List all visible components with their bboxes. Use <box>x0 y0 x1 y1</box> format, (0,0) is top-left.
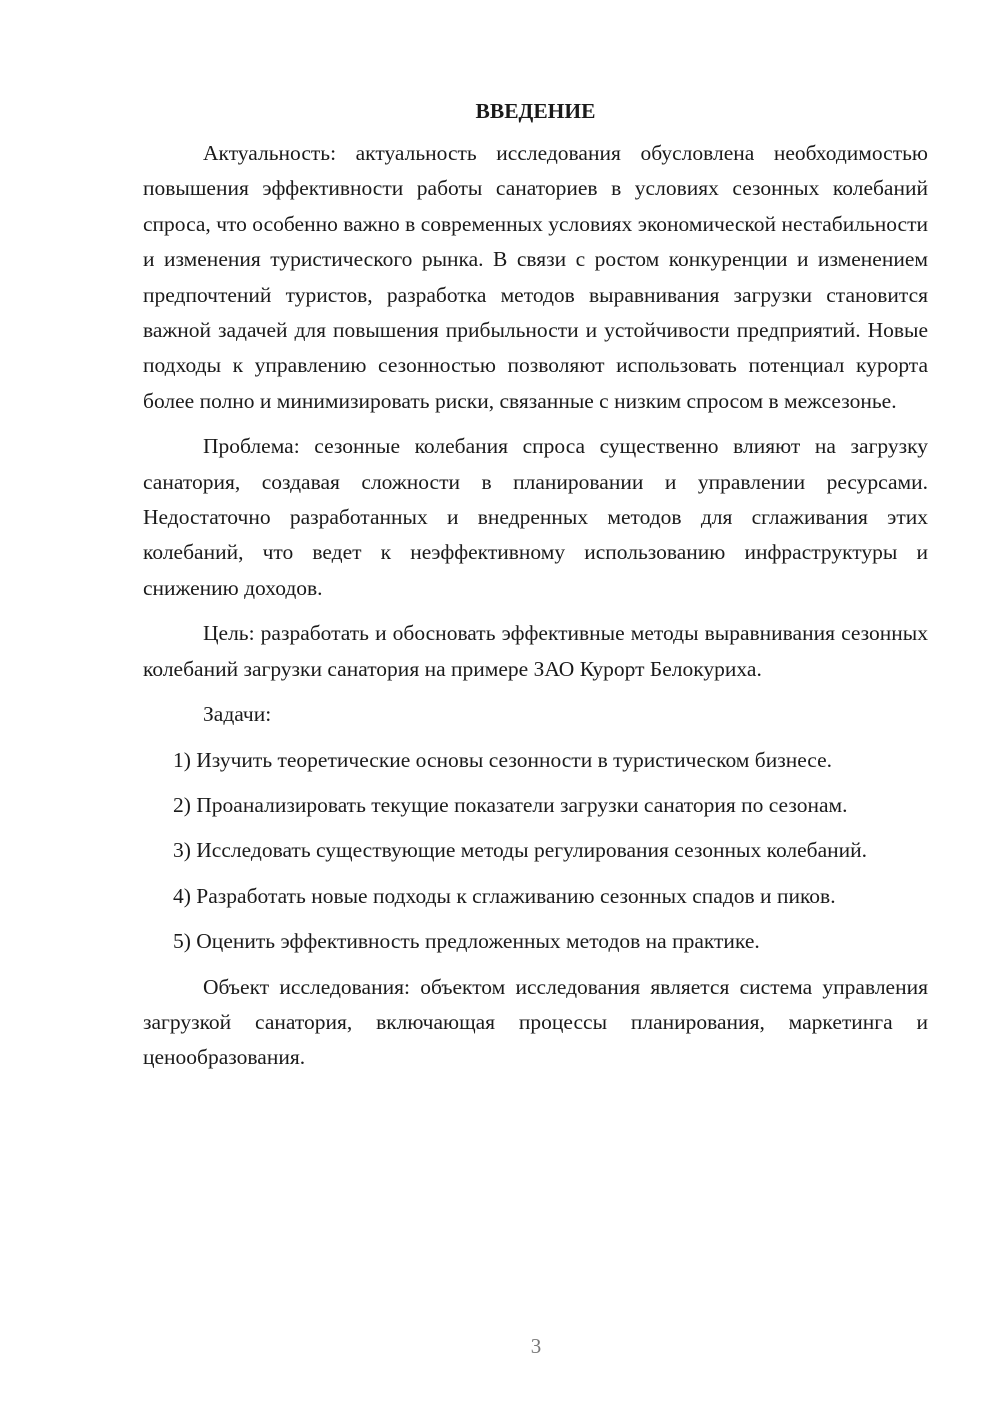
task-item-5: 5) Оценить эффективность предложенных методов на практике. <box>173 929 760 954</box>
tasks-label: Задачи: <box>203 702 272 727</box>
page-number: 3 <box>530 1334 542 1358</box>
task-item-4: 4) Разработать новые подходы к сглаживанию сезонных спадов и пиков. <box>173 883 836 908</box>
document-page <box>143 96 928 1086</box>
paragraph-object: Объект исследования: объектом исследования является система управления загрузкой санатория, включающая процессы планирования, маркетинга и ценообразования. <box>143 974 928 1070</box>
task-item-2: 2) Проанализировать текущие показатели загрузки санатория по сезонам. <box>173 792 848 817</box>
paragraph-problem: Проблема: сезонные колебания спроса существенно влияют на загрузку санатория, создавая сложности в планировании и управлении ресурсами. Недостаточно разработанных и внедренных методов для сглаживания этих колебаний, что ведет к неэффективному использованию инфраструктуры и снижению доходов. <box>143 434 928 600</box>
task-item-1: 1) Изучить теоретические основы сезонности в туристическом бизнесе. <box>173 747 833 772</box>
paragraph-relevance: Актуальность: актуальность исследования обусловлена необходимостью повышения эффективности работы санаториев в условиях сезонных колебаний спроса, что особенно важно в современных условиях экономической нестабильности и изменения туристического рынка. В связи с ростом конкуренции и изменением предпочтений туристов, разработка методов выравнивания загрузки становится важной задачей для повышения прибыльности и устойчивости предприятий. Новые подходы к управлению сезонностью позволяют использовать потенциал курорта более полно и минимизировать риски, связанные с низким спросом в межсезонье. <box>143 141 928 413</box>
section-title: ВВЕДЕНИЕ <box>475 99 596 123</box>
paragraph-goal: Цель: разработать и обосновать эффективные методы выравнивания сезонных колебаний загрузки санатория на примере ЗАО Курорт Белокуриха. <box>143 621 928 681</box>
task-item-3: 3) Исследовать существующие методы регулирования сезонных колебаний. <box>173 838 868 863</box>
